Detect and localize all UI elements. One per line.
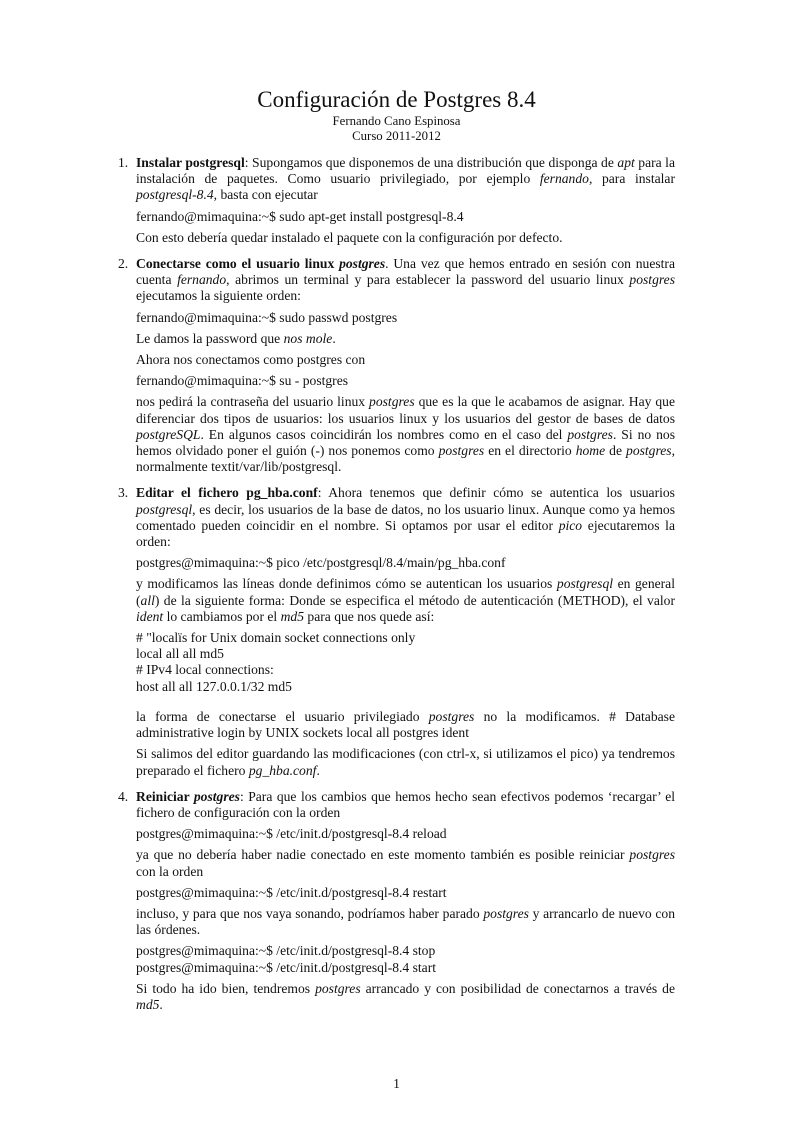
text: de <box>605 443 627 459</box>
paragraph: Ahora nos conectamos como postgres con <box>136 352 366 368</box>
emphasis: postgres <box>339 256 386 272</box>
emphasis: md5 <box>136 996 160 1012</box>
document-author: Fernando Cano Espinosa <box>332 114 461 128</box>
text: ejecutamos la siguiente orden: <box>136 288 301 304</box>
text: para la instalación de paquetes. Como usuario privilegiado, por ejemplo <box>136 155 675 187</box>
text: Reiniciar <box>136 788 194 804</box>
item-heading <box>136 256 385 271</box>
emphasis: postgres <box>369 394 415 410</box>
config-line: local all all md5 <box>136 646 224 662</box>
emphasis: postgres <box>428 708 475 724</box>
list-item-install <box>118 155 675 246</box>
emphasis: postgresql-8.4 <box>136 187 214 203</box>
emphasis: md5 <box>280 608 305 624</box>
list-item-connect <box>118 256 675 475</box>
text: que es la que le acabamos de asignar. Hay que diferenciar dos tipos de usuarios: los usuarios linux y los usuarios del gestor de bases de datos <box>136 394 675 426</box>
emphasis: postgres <box>567 426 613 442</box>
text: , basta con ejecutar <box>213 187 318 203</box>
text: Conectarse como el usuario linux <box>136 256 340 272</box>
document-title: Configuración de Postgres 8.4 <box>257 87 536 112</box>
emphasis: postgres <box>483 905 529 921</box>
config-line: # IPv4 local connections: <box>136 662 274 678</box>
paragraph <box>136 256 675 305</box>
text: con la orden <box>136 863 204 879</box>
text: no la modificamos. # Database administrative login by UNIX sockets local all postgres ident <box>136 708 675 741</box>
list-number: 1. <box>118 155 129 170</box>
command-line: postgres@mimaquina:~$ /etc/init.d/postgresql-8.4 reload <box>136 826 447 842</box>
text: , normalmente textit/var/lib/postgresql. <box>136 443 675 475</box>
text: : Ahora tenemos que definir cómo se autentica los usuarios <box>317 485 675 501</box>
text: . Si no nos hemos olvidado poner el guión (-) nos ponemos como <box>136 426 675 459</box>
text: : Para que los cambios que hemos hecho sean efectivos podemos ‘recargar’ el fichero de configuración con la orden <box>136 788 676 820</box>
text: : Supongamos que disponemos de una distribución que disponga de <box>244 155 618 170</box>
emphasis: pg_hba.conf <box>248 762 317 778</box>
list-number: 4. <box>118 788 129 804</box>
list-number: 3. <box>118 485 129 501</box>
instructions-list <box>118 155 676 1023</box>
config-line: # "localïs for Unix domain socket connections only <box>136 630 416 646</box>
emphasis: postgresql <box>136 501 193 517</box>
emphasis: postgres <box>438 443 485 459</box>
text: nos pedirá la contraseña del usuario linux <box>136 394 370 410</box>
paragraph: Con esto debería quedar instalado el paquete con la configuración por defecto. <box>136 229 563 245</box>
item-heading <box>136 789 240 804</box>
emphasis: home <box>575 443 606 459</box>
emphasis: all <box>140 592 155 608</box>
text: , abrimos un terminal y para establecer la password del usuario linux <box>226 272 630 288</box>
text: Le damos la password que <box>136 330 284 346</box>
emphasis: nos mole <box>283 330 333 346</box>
text: ejecutaremos la orden: <box>136 517 675 550</box>
text: en general ( <box>136 576 675 608</box>
text: . <box>316 762 320 778</box>
emphasis: postgres <box>315 980 361 996</box>
config-line: host all all 127.0.0.1/32 md5 <box>136 678 292 694</box>
paragraph <box>136 906 675 938</box>
emphasis: apt <box>617 155 635 170</box>
text: incluso, y para que nos vaya sonando, podríamos haber parado <box>136 905 484 921</box>
paragraph <box>136 576 675 625</box>
paragraph <box>136 789 675 821</box>
emphasis: ident <box>136 608 164 624</box>
text: la forma de conectarse el usuario privilegiado <box>136 708 429 724</box>
text: . <box>332 330 336 346</box>
command-line: fernando@mimaquina:~$ sudo apt-get install postgresql-8.4 <box>136 208 464 224</box>
text: ) de la siguiente forma: Donde se especifica el método de autenticación (METHOD), el valor <box>154 592 675 608</box>
text: . En algunos casos coincidirán los nombres como en el caso del <box>200 426 568 442</box>
text: . <box>159 996 163 1012</box>
paragraph <box>136 709 675 741</box>
text: para que nos quede así: <box>304 608 435 624</box>
item-heading: Editar el fichero pg_hba.conf <box>136 485 318 501</box>
list-item-edit-pg-hba <box>118 485 675 778</box>
document-course: Curso 2011-2012 <box>352 129 441 143</box>
text: Si salimos del editor guardando las modificaciones (con ctrl-x, si utilizamos el pico) ya tendremos preparado el fichero <box>136 746 675 778</box>
command-block <box>136 943 675 975</box>
list-item-restart <box>118 788 676 1013</box>
text: y arrancarlo de nuevo con las órdenes. <box>136 905 676 938</box>
command-line: postgres@mimaquina:~$ pico /etc/postgresql/8.4/main/pg_hba.conf <box>136 555 506 571</box>
text: Si todo ha ido bien, tendremos <box>136 980 316 996</box>
text: , es decir, los usuarios de la base de datos, no los usuario linux. Aunque como ya hemos comentado pueden coincidir en el nombre. Si optamos por usar el editor <box>136 501 675 533</box>
text: en el directorio <box>484 443 576 459</box>
text: lo cambiamos por el <box>163 608 281 624</box>
emphasis: fernando <box>539 171 589 187</box>
emphasis: postgres <box>626 443 672 459</box>
text: , para instalar <box>588 171 675 187</box>
item-heading: Instalar postgresql <box>136 155 245 170</box>
emphasis: postgres <box>629 272 675 288</box>
command-line: postgres@mimaquina:~$ /etc/init.d/postgresql-8.4 start <box>136 959 437 975</box>
text: . Una vez que hemos entrado en sesión con nuestra cuenta <box>136 256 675 288</box>
paragraph <box>136 485 675 550</box>
emphasis: postgreSQL <box>136 426 201 442</box>
emphasis: fernando <box>177 272 227 288</box>
paragraph <box>136 155 675 204</box>
command-line: postgres@mimaquina:~$ /etc/init.d/postgresql-8.4 restart <box>136 884 447 900</box>
emphasis: postgresql <box>556 576 614 592</box>
command-line: postgres@mimaquina:~$ /etc/init.d/postgresql-8.4 stop <box>136 943 436 959</box>
paragraph <box>136 394 675 475</box>
emphasis: postgres <box>629 847 675 863</box>
emphasis: postgres <box>193 788 240 804</box>
text: arrancado y con posibilidad de conectarnos a través de <box>360 980 675 996</box>
paragraph <box>136 331 675 347</box>
text: y modificamos las líneas donde definimos cómo se autentican los usuarios <box>136 576 557 592</box>
paragraph <box>136 746 675 778</box>
emphasis: pico <box>558 517 583 533</box>
config-block <box>136 630 675 695</box>
command-line: fernando@mimaquina:~$ su - postgres <box>136 373 349 389</box>
text: ya que no debería haber nadie conectado en este momento también es posible reiniciar <box>136 847 630 863</box>
command-line: fernando@mimaquina:~$ sudo passwd postgres <box>136 309 398 325</box>
paragraph <box>136 847 675 879</box>
paragraph <box>136 981 675 1013</box>
list-number: 2. <box>118 256 129 272</box>
page-number: 1 <box>393 1076 400 1091</box>
